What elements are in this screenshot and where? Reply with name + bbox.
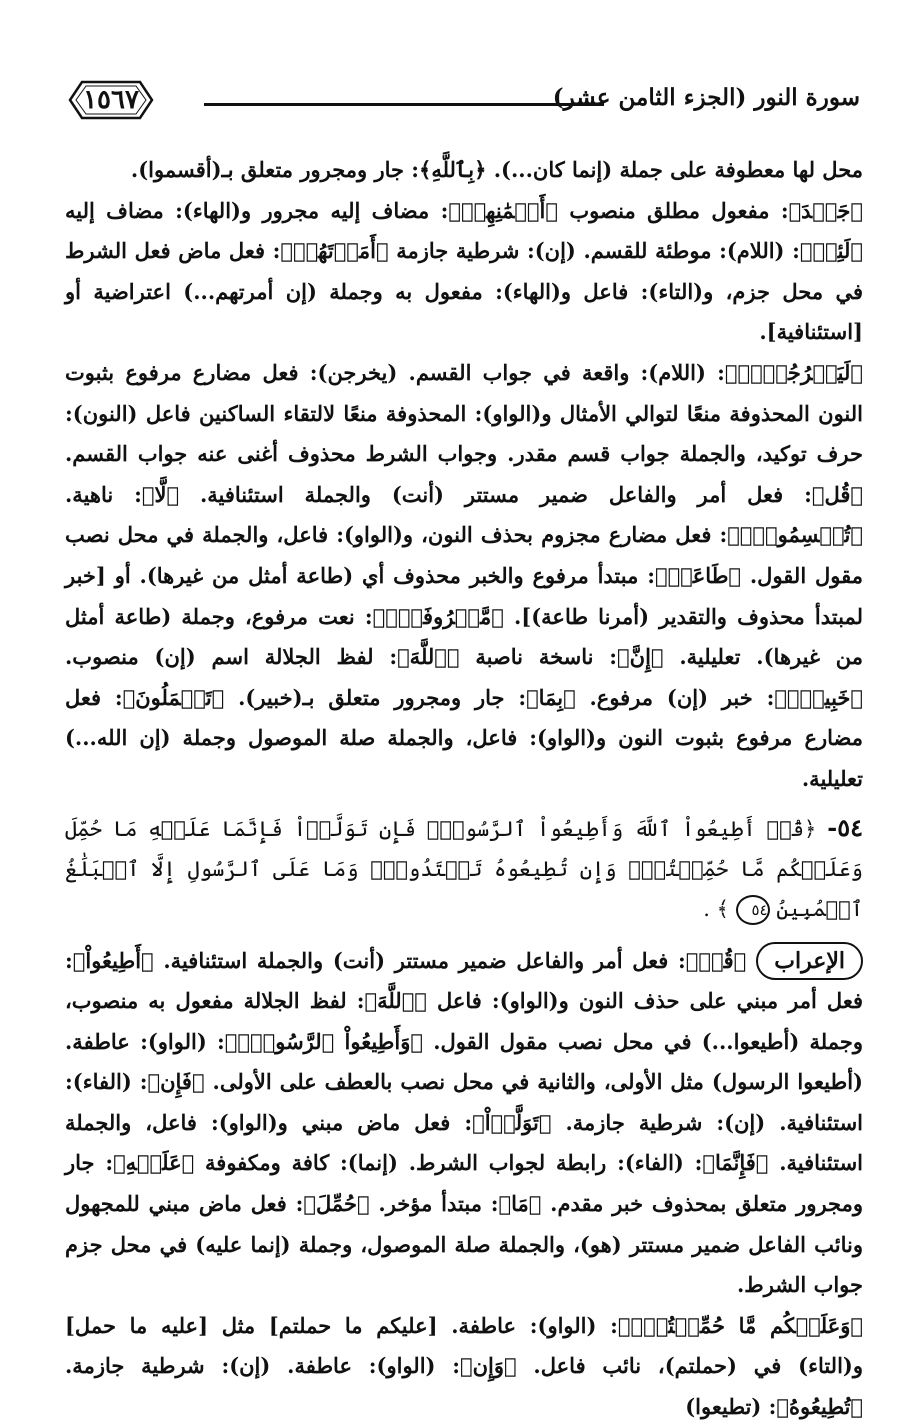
- commentary-paragraph: محل لها معطوفة على جملة (إنما كان...). ﴿بِٱللَّهِ﴾: جار ومجرور متعلق بـ(أقسموا).: [130, 157, 863, 182]
- page-title: سورة النور (الجزء الثامن عشر): [552, 84, 860, 111]
- verse-number: ٥٤-: [827, 812, 863, 842]
- page-header: [68, 78, 860, 126]
- verse-closing: ﴾ .: [703, 896, 729, 921]
- irab-section: [65, 941, 863, 1428]
- commentary-paragraph: ﴿جَهۡدَ﴾: مفعول مطلق منصوب ﴿أَيۡمَٰنِهِمۡ﴾: مضاف إليه مجرور و(الهاء): مضاف إليه ﴿لَئِنۡ﴾: (اللام): موطئة للقسم. (إن): شرطية جازمة ﴿أَمَرۡتَهُمۡ﴾: فعل ماض فعل الشرط في محل جزم، و(التاء): فاعل و(الهاء): مفعول به وجملة (إن أمرتهم...) اعتراضية أو [استئنافية].: [65, 197, 863, 345]
- verse-text: ﴿قُلۡ أَطِيعُواْ ٱللَّهَ وَأَطِيعُواْ ٱلرَّسُولَۖ فَإِن تَوَلَّوۡاْ فَإِنَّمَا عَلَيۡهِ مَا حُمِّلَ وَعَلَيۡكُم مَّا حُمِّلۡتُمۡۖ وَإِن تُطِيعُوهُ تَهۡتَدُواْۚ وَمَا عَلَى ٱلرَّسُولِ إِلَّا ٱلۡبَلَٰغُ ٱلۡمُبِينُ: [65, 816, 863, 921]
- ayah-end-marker-icon: ٥٤: [736, 895, 770, 925]
- quran-verse: [65, 808, 863, 929]
- page-number: ١٥٦٧: [83, 85, 139, 115]
- header-rule: [204, 103, 604, 106]
- irab-continuation: ﴿وَعَلَيۡكُم مَّا حُمِّلۡتُمۡۖ﴾: (الواو): عاطفة. [عليكم ما حملتم] مثل [عليه ما حمل] و(التاء) في (حملتم)، نائب فاعل. ﴿وَإِن﴾: (الواو): عاطفة. (إن): شرطية جازمة. ﴿تُطِيعُوهُ﴾: (تطيعوا): [65, 1312, 863, 1420]
- irab-badge: الإعراب: [756, 942, 863, 980]
- page-body: [65, 150, 863, 1428]
- irab-text: ﴿قُلۡ﴾: فعل أمر والفاعل ضمير مستتر (أنت) والجملة استئنافية. ﴿أَطِيعُواْ﴾: فعل أمر مبني على حذف النون و(الواو): فاعل ﴿ٱللَّهَ﴾: لفظ الجلالة مفعول به منصوب، وجملة (أطيعوا...) في محل نصب مقول القول. ﴿وَأَطِيعُواْ ٱلرَّسُولَۖ﴾: (الواو): عاطفة. (أطيعوا الرسول) مثل الأولى، والثانية في محل نصب بالعطف على الأولى. ﴿فَإِن﴾: (الفاء): استئنافية. (إن): شرطية جازمة. ﴿تَوَلَّوۡاْ﴾: فعل ماض مبني و(الواو): فاعل، والجملة استئنافية. ﴿فَإِنَّمَا﴾: (الفاء): رابطة لجواب الشرط. (إنما): كافة ومكفوفة ﴿عَلَيۡهِ﴾: جار ومجرور متعلق بمحذوف خبر مقدم. ﴿مَا﴾: مبتدأ مؤخر. ﴿حُمِّلَ﴾: فعل ماض مبني للمجهول ونائب الفاعل ضمير مستتر (هو)، والجملة صلة الموصول، وجملة (إنما عليه) في محل جزم جواب الشرط.: [65, 947, 863, 1298]
- commentary-paragraph: ﴿لَيَخۡرُجُنَّۖ﴾: (اللام): واقعة في جواب القسم. (يخرجن): فعل مضارع مرفوع بثبوت النون المحذوفة منعًا لتوالي الأمثال و(الواو): المحذوفة منعًا لالتقاء الساكنين فاعل (النون): حرف توكيد، والجملة جواب قسم مقدر. وجواب الشرط محذوف أغنى عنه جواب القسم. ﴿قُل﴾: فعل أمر والفاعل ضمير مستتر (أنت) والجملة استئنافية. ﴿لَّا﴾: ناهية. ﴿تُقۡسِمُواْۖ﴾: فعل مضارع مجزوم بحذف النون، و(الواو): فاعل، والجملة في محل نصب مقول القول. ﴿طَاعَةٞ﴾: مبتدأ مرفوع والخبر محذوف أي (طاعة أمثل من غيرها). أو [خبر لمبتدأ محذوف والتقدير (أمرنا طاعة)]. ﴿مَّعۡرُوفَةٌۚ﴾: نعت مرفوع، وجملة (طاعة أمثل من غيرها). تعليلية. ﴿إِنَّ﴾: ناسخة ناصبة ﴿ٱللَّهَ﴾: لفظ الجلالة اسم (إن) منصوب. ﴿خَبِيرُۢ﴾: خبر (إن) مرفوع. ﴿بِمَا﴾: جار ومجرور متعلق بـ(خبير). ﴿تَعۡمَلُونَ﴾: فعل مضارع مرفوع بثبوت النون و(الواو): فاعل، والجملة صلة الموصول وجملة (إن الله...) تعليلية.: [65, 359, 863, 791]
- page-number-frame: [68, 78, 154, 122]
- irab-paragraph: [65, 941, 863, 1306]
